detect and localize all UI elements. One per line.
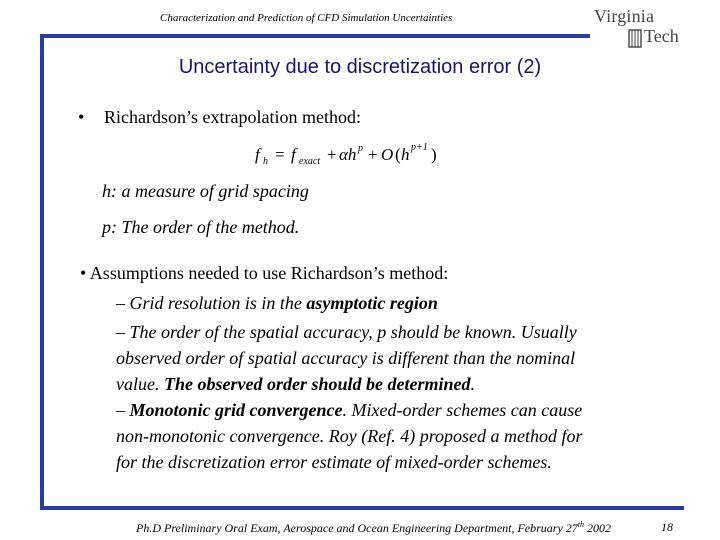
svg-text:O: O xyxy=(381,145,394,164)
assumption-order-and-monotonic xyxy=(116,319,583,475)
richardson-equation xyxy=(255,140,475,170)
svg-text:p: p xyxy=(358,143,363,154)
footer-text xyxy=(136,520,611,536)
definition-h: h: a measure of grid spacing xyxy=(102,181,309,201)
university-logo xyxy=(594,6,684,50)
footer-superscript: th xyxy=(577,520,585,529)
frame-top-bar xyxy=(40,34,590,38)
assumption-2-line2: observed order of spatial accuracy is different than the nominal xyxy=(116,348,576,368)
svg-text:αh: αh xyxy=(339,145,357,164)
assumption-3-line3: for the discretization error estimate of mixed-order schemes. xyxy=(116,452,552,472)
assumption-1-bold: asymptotic region xyxy=(306,293,438,313)
svg-text:+: + xyxy=(368,145,378,164)
header-title: Characterization and Prediction of CFD Simulation Uncertainties xyxy=(160,12,453,24)
svg-text:h: h xyxy=(401,145,410,164)
frame-bottom-bar xyxy=(40,506,684,510)
assumption-3-line2: non-monotonic convergence. Roy (Ref. 4) proposed a method for xyxy=(116,426,583,446)
assumption-3-suffix: . Mixed-order schemes can cause xyxy=(342,400,583,420)
svg-text:exact: exact xyxy=(299,156,321,167)
svg-text:f: f xyxy=(255,145,260,164)
bullet-assumptions: • Assumptions needed to use Richardson’s method: xyxy=(80,263,449,283)
svg-text:h: h xyxy=(263,156,268,167)
bullet-richardson-text: Richardson’s extrapolation method: xyxy=(104,107,361,127)
logo-line2: Tech xyxy=(644,26,679,46)
assumption-2-line3-suffix: . xyxy=(470,374,475,394)
bullet-richardson xyxy=(78,107,361,128)
assumption-2-line3-prefix: value. xyxy=(116,374,164,394)
bullet-dot: • xyxy=(78,107,85,127)
svg-text:p+1: p+1 xyxy=(411,142,428,153)
frame-left-bar xyxy=(40,34,44,510)
definition-p: p: The order of the method. xyxy=(102,217,300,237)
footer-year: 2002 xyxy=(584,521,612,535)
assumption-3-bold: Monotonic grid convergence xyxy=(129,400,343,420)
page-number: 18 xyxy=(661,520,673,534)
vt-tower-icon xyxy=(628,28,642,48)
slide-title: Uncertainty due to discretization error (2) xyxy=(178,56,542,78)
assumption-3-line1 xyxy=(116,397,583,423)
logo-line1: Virginia xyxy=(594,6,655,26)
svg-text:): ) xyxy=(431,145,437,164)
assumption-1-text: – Grid resolution is in the xyxy=(116,293,307,313)
assumption-3-prefix: – xyxy=(116,400,130,420)
footer-text-main: Ph.D Preliminary Oral Exam, Aerospace and Ocean Engineering Department, February 27 xyxy=(136,521,578,535)
assumption-2-line1: – The order of the spatial accuracy, p should be known. Usually xyxy=(116,322,577,342)
svg-text:=: = xyxy=(275,145,285,164)
svg-text:+: + xyxy=(327,145,337,164)
assumption-2-bold: The observed order should be determined xyxy=(163,374,471,394)
assumption-grid-resolution xyxy=(116,290,438,316)
svg-text:(: ( xyxy=(395,145,401,164)
assumption-2-line3 xyxy=(116,371,583,397)
svg-text:f: f xyxy=(291,145,296,164)
